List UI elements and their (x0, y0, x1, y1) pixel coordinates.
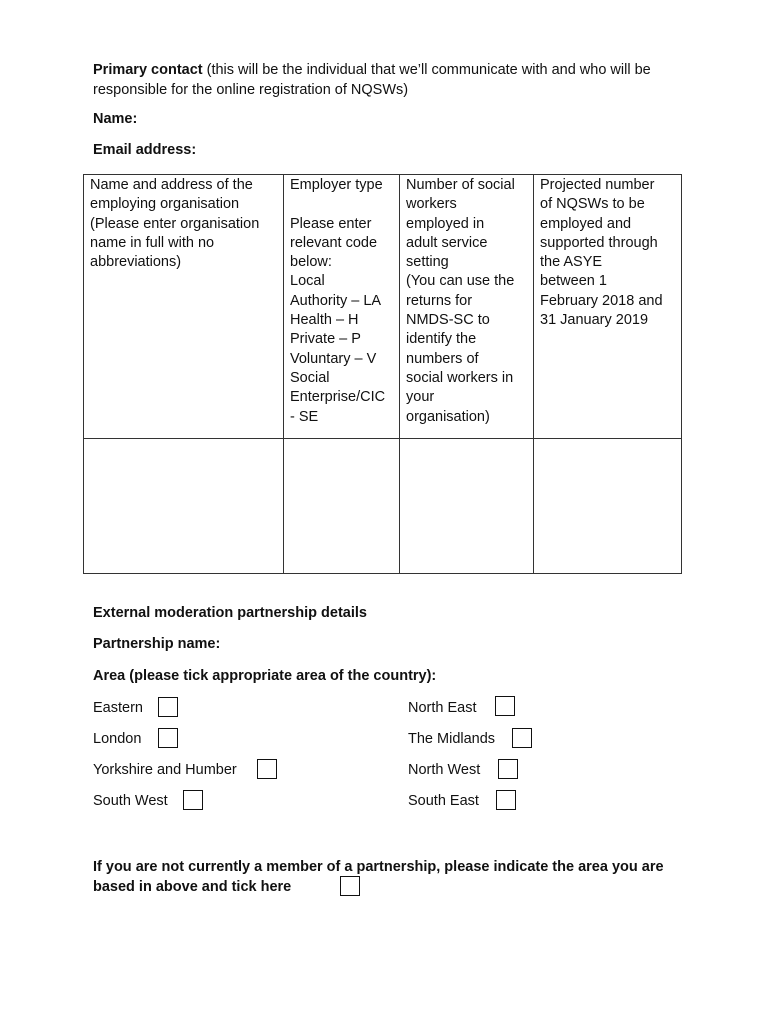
entry-cell-social-workers[interactable] (400, 439, 534, 574)
header-cell-projected-nqsws (534, 175, 682, 439)
area-south-west-checkbox[interactable] (183, 790, 203, 810)
entry-cell-employer-type[interactable] (284, 439, 400, 574)
header-cell-social-workers (400, 175, 534, 439)
moderation-heading: External moderation partnership details (93, 605, 367, 621)
header-employer-type-text: Employer type Please enter relevant code below: Local Authority – LA Health – H Private – P Voluntary – V Social Enterprise/CIC - SE (290, 177, 386, 425)
not-member-text: If you are not currently a member of a partnership, please indicate the area you are based in above and tick here (93, 859, 664, 895)
area-north-west-label: North West (408, 762, 481, 778)
header-social-workers-text: Number of social workers employed in adult service setting (You can use the returns for NMDS-SC to identify the numbers of social workers in your organisation) (406, 177, 515, 425)
area-london-checkbox[interactable] (158, 728, 178, 748)
header-cell-employer-type (284, 175, 400, 439)
entry-cell-organisation[interactable] (84, 439, 284, 574)
header-cell-organisation (84, 175, 284, 439)
header-projected-nqsws-text: Projected number of NQSWs to be employed and supported through the ASYE between 1 February 2018 and 31 January 2019 (540, 177, 663, 329)
table-entry-row (84, 439, 682, 574)
area-label: Area (please tick appropriate area of the country): (93, 668, 437, 684)
area-yorkshire-label: Yorkshire and Humber (93, 762, 237, 778)
area-midlands-label: The Midlands (408, 731, 496, 747)
area-london-label: London (93, 731, 142, 747)
name-label: Name: (93, 111, 138, 127)
table-header-row (84, 175, 682, 439)
primary-contact-intro (93, 60, 693, 100)
area-north-east-label: North East (408, 700, 477, 716)
primary-contact-heading: Primary contact (93, 62, 203, 78)
primary-contact-description: (this will be the individual that we’ll communicate with and who will be responsible for the online registration of NQSWs) (93, 62, 651, 98)
entry-cell-projected-nqsws[interactable] (534, 439, 682, 574)
area-north-east-checkbox[interactable] (495, 696, 515, 716)
not-member-checkbox[interactable] (340, 876, 360, 896)
organisation-table (83, 174, 682, 574)
header-organisation-text: Name and address of the employing organisation (Please enter organisation name in full with no abbreviations) (90, 177, 260, 271)
area-yorkshire-checkbox[interactable] (257, 759, 277, 779)
area-midlands-checkbox[interactable] (512, 728, 532, 748)
area-south-west-label: South West (93, 793, 168, 809)
email-label: Email address: (93, 142, 197, 158)
area-eastern-checkbox[interactable] (158, 697, 178, 717)
area-south-east-label: South East (408, 793, 479, 809)
partnership-name-label: Partnership name: (93, 636, 221, 652)
area-north-west-checkbox[interactable] (498, 759, 518, 779)
not-member-instruction (93, 857, 693, 897)
area-south-east-checkbox[interactable] (496, 790, 516, 810)
area-eastern-label: Eastern (93, 700, 143, 716)
